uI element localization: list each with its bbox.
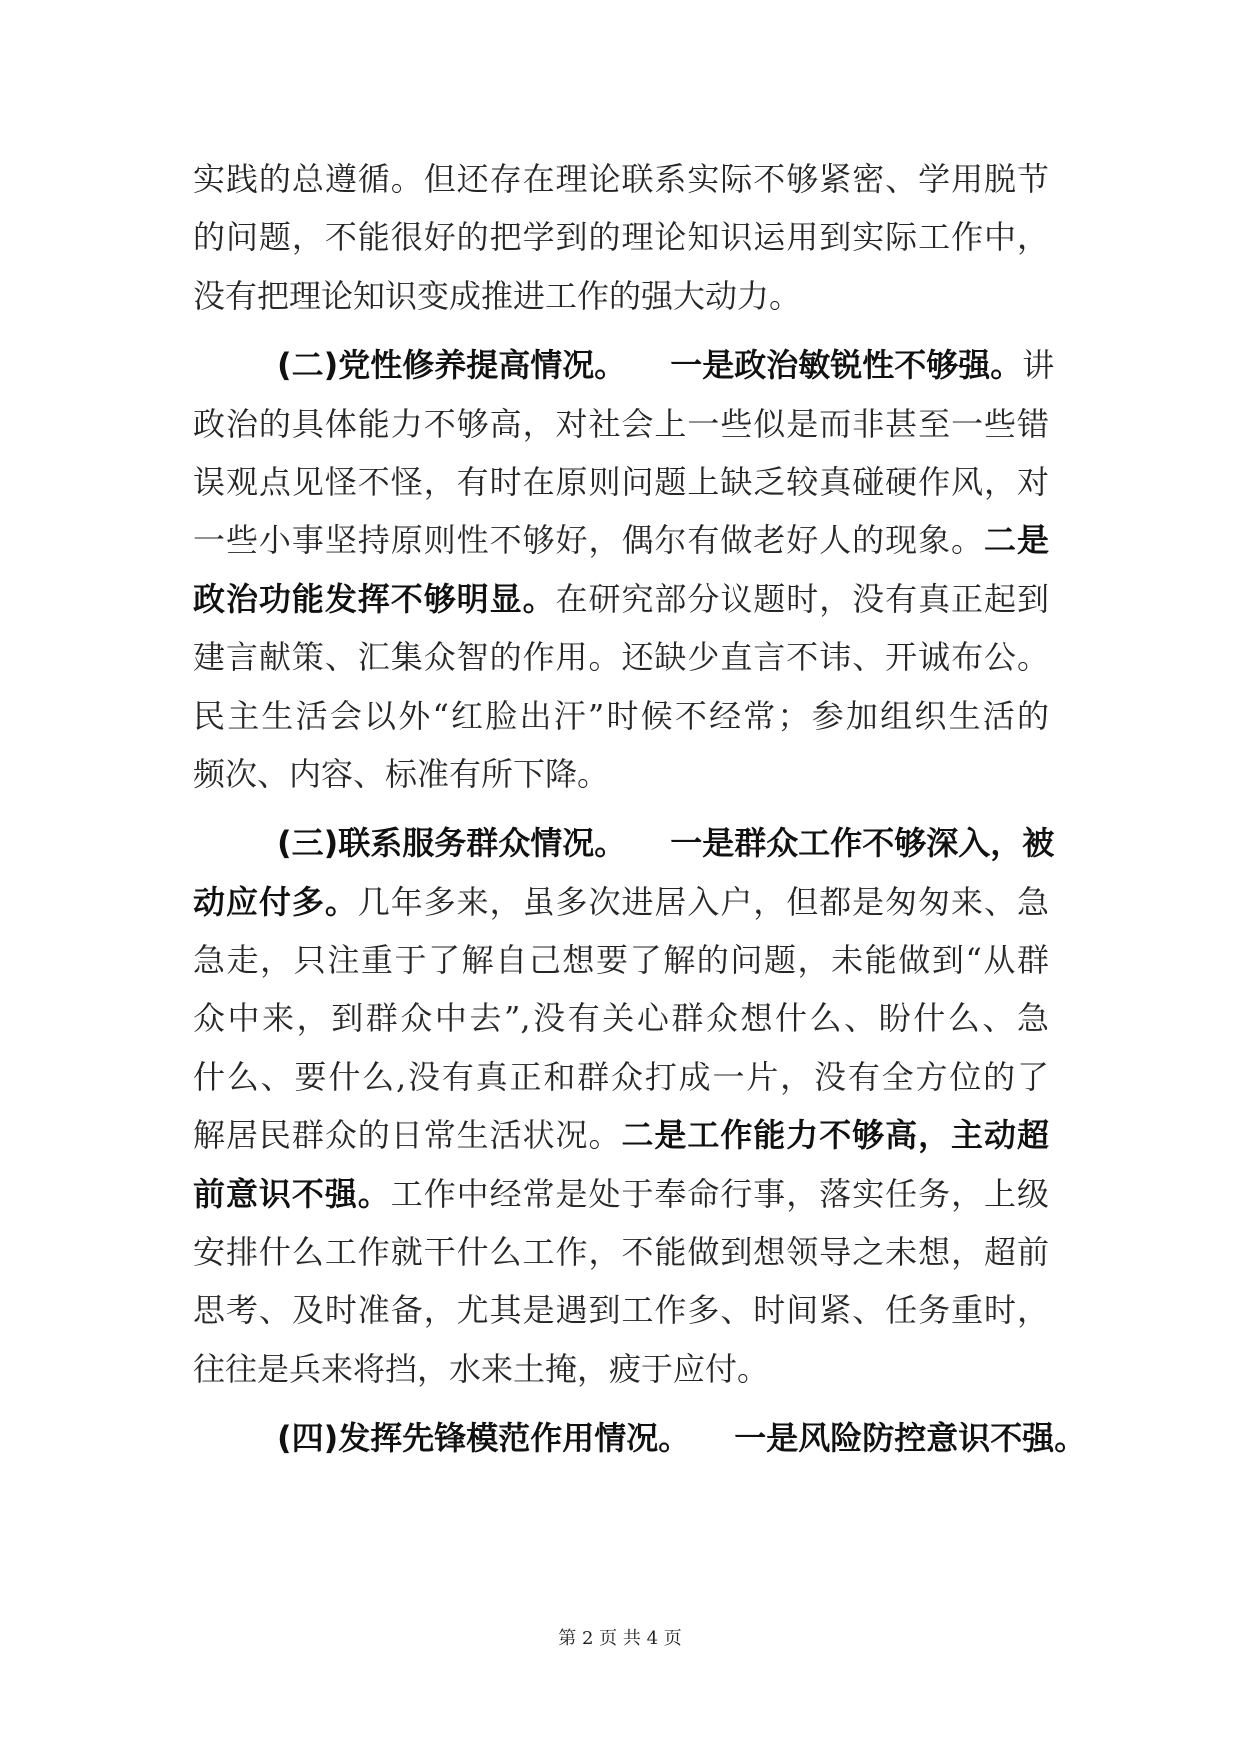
- paragraph-gap: [193, 1398, 1049, 1409]
- text-line: 政治的具体能力不够高，对社会上一些似是而非甚至一些错: [193, 404, 1049, 443]
- text-line: 思考、及时准备，尤其是遇到工作多、时间紧、任务重时，: [193, 1291, 1049, 1330]
- paragraph-gap: [193, 325, 1049, 336]
- text-line: [193, 1165, 1049, 1223]
- section-heading: (二)党性修养提高情况。: [277, 346, 627, 385]
- paragraph-theory-practice: [193, 150, 1049, 325]
- text-line: 的问题，不能很好的把学到的理论知识运用到实际工作中，: [193, 218, 1049, 257]
- text-line: [193, 1106, 1049, 1164]
- text-run: 在研究部分议题时，没有真正起到: [555, 579, 1049, 618]
- text-line: 误观点见怪不怪，有时在原则问题上缺乏较真碰硬作风，对: [193, 462, 1049, 501]
- text-line: [193, 873, 1049, 931]
- point-title: 动应付多。: [193, 882, 358, 921]
- point-title: 二是工作能力不够高，主动超: [621, 1116, 1049, 1155]
- text-line: 众中来，到群众中去”,没有关心群众想什么、盼什么、急: [193, 999, 1049, 1038]
- text-line: 频次、内容、标准有所下降。: [193, 754, 610, 793]
- paragraph-gap: [193, 803, 1049, 814]
- text-line: 民主生活会以外“红脸出汗”时候不经常；参加组织生活的: [193, 696, 1049, 735]
- text-run: 几年多来，虽多次进居入户，但都是匆匆来、急: [357, 882, 1049, 921]
- text-line: 往往是兵来将挡，水来土掩，疲于应付。: [193, 1349, 770, 1388]
- text-line: 急走，只注重于了解自己想要了解的问题，未能做到“从群: [193, 941, 1049, 980]
- text-line: [193, 511, 1049, 569]
- section-heading: (四)发挥先锋模范作用情况。: [277, 1419, 691, 1458]
- text-run: 讲: [1022, 346, 1055, 385]
- text-line: [193, 1409, 1087, 1467]
- document-body: [193, 150, 1087, 1468]
- point-title: 二是: [984, 521, 1049, 560]
- point-title: 一是政治敏锐性不够强。: [670, 346, 1023, 385]
- text-line: 没有把理论知识变成推进工作的强大动力。: [193, 276, 802, 315]
- paragraph-serve-masses: [193, 814, 1055, 1398]
- text-run: 解居民群众的日常生活状况。: [193, 1116, 622, 1155]
- section-heading: (三)联系服务群众情况。: [277, 824, 627, 863]
- paragraph-party-spirit: [193, 336, 1055, 803]
- text-line: [193, 570, 1049, 628]
- point-title: 一是风险防控意识不强。: [734, 1419, 1087, 1458]
- text-line: 安排什么工作就干什么工作，不能做到想领导之未想，超前: [193, 1233, 1049, 1272]
- point-title: 政治功能发挥不够明显。: [193, 579, 556, 618]
- text-line: 什么、要什么,没有真正和群众打成一片，没有全方位的了: [193, 1057, 1049, 1096]
- text-run: 工作中经常是处于奉命行事，落实任务，上级: [390, 1174, 1049, 1213]
- point-title: 前意识不强。: [193, 1174, 391, 1213]
- text-line: 实践的总遵循。但还存在理论联系实际不够紧密、学用脱节: [193, 160, 1049, 198]
- text-line: [193, 814, 1055, 872]
- paragraph-vanguard-role: [193, 1409, 1087, 1467]
- text-line: [193, 336, 1055, 394]
- point-title: 一是群众工作不够深入，被: [670, 824, 1055, 863]
- text-line: 建言献策、汇集众智的作用。还缺少直言不讳、开诚布公。: [193, 638, 1049, 677]
- text-run: 一些小事坚持原则性不够好，偶尔有做老好人的现象。: [193, 521, 985, 560]
- page-number-footer: 第 2 页 共 4 页: [558, 1628, 682, 1649]
